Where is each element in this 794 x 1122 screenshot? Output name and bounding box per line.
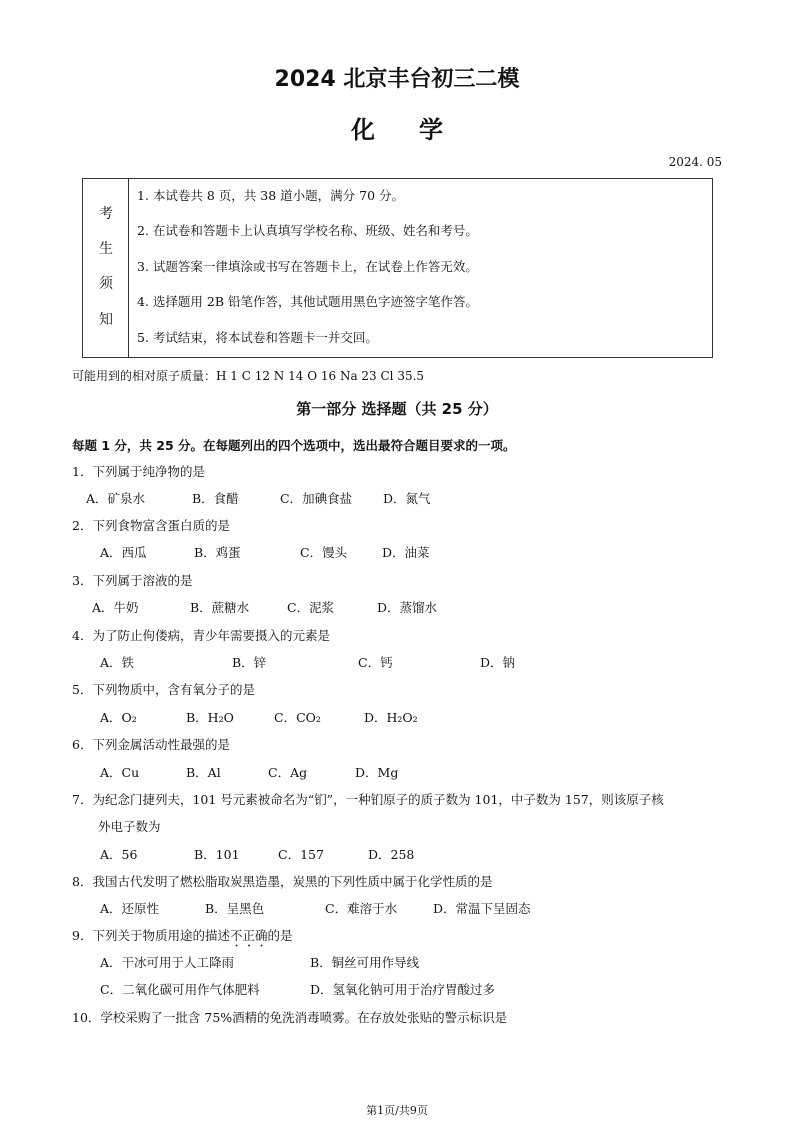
question-stem-part: 9．下列关于物质用途的描述 [72,928,230,943]
option: A．牛奶 [92,600,139,615]
option: B．Al [186,765,221,780]
option: B．呈黑色 [205,901,265,916]
option: B．鸡蛋 [194,545,241,560]
question-stem: 2．下列食物富含蛋白质的是 [72,518,230,533]
question-stem: 5．下列物质中，含有氧分子的是 [72,682,255,697]
question-stem: 8．我国古代发明了燃松脂取炭黑造墨，炭黑的下列性质中属于化学性质的是 [72,874,493,889]
notice-label-char: 考 [99,206,113,222]
question-stem: 4．为了防止佝偻病，青少年需要摄入的元素是 [72,628,330,643]
question-stem: 10．学校采购了一批含 75%酒精的免洗消毒喷雾。在存放处张贴的警示标识是 [72,1010,508,1025]
notice-item: 3. 试题答案一律填涂或书写在答题卡上，在试卷上作答无效。 [137,259,478,274]
notice-item: 5. 考试结束，将本试卷和答题卡一并交回。 [137,330,378,345]
notice-label-char: 知 [99,312,113,328]
question-stem: 6．下列金属活动性最强的是 [72,737,230,752]
option: A．铁 [100,655,135,670]
option: D．常温下呈固态 [433,901,531,916]
option: A．还原性 [100,901,160,916]
notice-label-char: 生 [99,241,113,257]
question-stem: 7．为纪念门捷列夫，101 号元素被命名为“钔”，一种钔原子的质子数为 101，中子数为 157，则该原子核 [72,792,664,807]
option: D．蒸馏水 [377,600,438,615]
option: C．泥浆 [287,600,335,615]
question-stem [72,926,293,950]
option: B．H₂O [186,710,234,725]
option: C．难溶于水 [325,901,398,916]
option: D．Mg [355,765,399,780]
notice-item: 1. 本试卷共 8 页，共 38 道小题，满分 70 分。 [137,188,405,203]
document-title: 2024 北京丰台初三二模 [274,67,520,92]
exam-date: 2024. 05 [668,155,722,169]
option: C．加碘食盐 [280,491,353,506]
option: B．101 [194,847,240,862]
page-footer: 第1页/共9页 [366,1104,428,1117]
option: D．油菜 [382,545,430,560]
option: A．西瓜 [100,545,147,560]
option: C．CO₂ [274,710,321,725]
option: D．钠 [480,655,516,670]
option: D．氮气 [383,491,431,506]
option: A．Cu [100,765,140,780]
option: C．二氧化碳可用作气体肥料 [100,982,260,997]
option: C．157 [278,847,324,862]
emphasized-text: 不正确 [229,928,268,943]
option: B．铜丝可用作导线 [310,955,420,970]
option: C．Ag [268,765,308,780]
option: B．食醋 [192,491,239,506]
option: D．258 [368,847,415,862]
option: A．O₂ [100,710,137,725]
atomic-masses: 可能用到的相对原子质量：H 1 C 12 N 14 O 16 Na 23 Cl 35.5 [72,369,425,383]
subject-title: 化学 [351,116,487,144]
option: D．氢氧化钠可用于治疗胃酸过多 [310,982,496,997]
question-stem-continued: 外电子数为 [98,819,161,834]
option: C．馒头 [300,545,348,560]
option: C．钙 [358,655,393,670]
option: A．矿泉水 [86,491,146,506]
notice-item: 2. 在试卷和答题卡上认真填写学校名称、班级、姓名和考号。 [137,223,478,238]
notice-label-char: 须 [99,276,113,292]
option: B．锌 [232,655,267,670]
exam-notice-box [82,178,713,358]
notice-item: 4. 选择题用 2B 铅笔作答，其他试题用黑色字迹签字笔作答。 [137,294,478,309]
question-stem: 3．下列属于溶液的是 [72,573,193,588]
option: B．蔗糖水 [190,600,250,615]
notice-label [83,179,129,357]
section-title: 第一部分 选择题（共 25 分） [296,400,498,418]
option: A．56 [100,847,138,862]
section-instructions: 每题 1 分，共 25 分。在每题列出的四个选项中，选出最符合题目要求的一项。 [72,438,516,453]
option: A．干冰可用于人工降雨 [100,955,235,970]
option: D．H₂O₂ [364,710,418,725]
question-stem-part: 的是 [267,928,293,943]
question-stem: 1．下列属于纯净物的是 [72,464,205,479]
